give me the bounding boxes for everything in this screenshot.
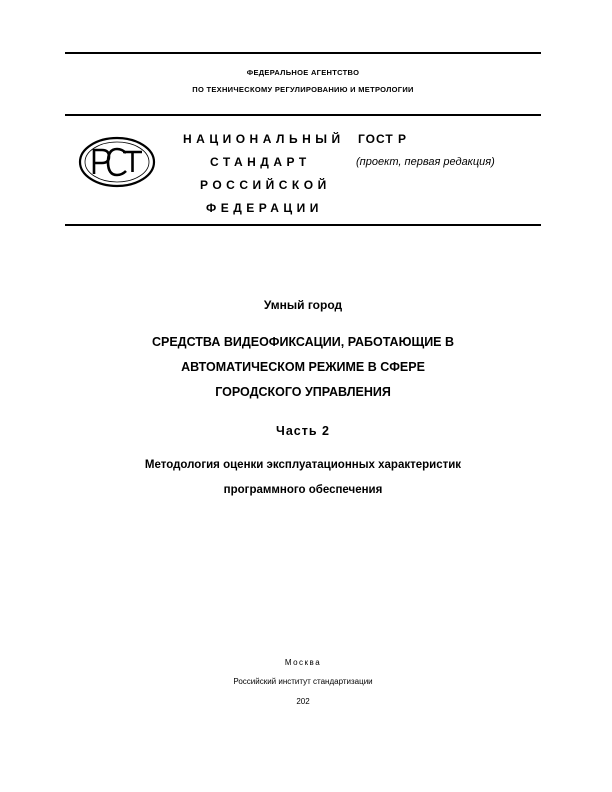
document-title-line-1: СРЕДСТВА ВИДЕОФИКСАЦИИ, РАБОТАЮЩИЕ В	[151, 335, 455, 349]
document-title-line-3: ГОРОДСКОГО УПРАВЛЕНИЯ	[215, 385, 391, 399]
standard-word-russian: РОССИЙСКОЙ	[200, 178, 331, 192]
imprint-publisher: Российский институт стандартизации	[233, 677, 373, 686]
document-part: Часть 2	[276, 424, 330, 438]
edition-note: (проект, первая редакция)	[356, 156, 495, 168]
bottom-divider	[65, 224, 541, 226]
agency-line-2: ПО ТЕХНИЧЕСКОМУ РЕГУЛИРОВАНИЮ И МЕТРОЛОГИИ	[192, 85, 414, 94]
document-series: Умный город	[263, 298, 343, 312]
imprint-city: Москва	[284, 658, 322, 667]
rst-logo-icon	[78, 136, 156, 188]
imprint-year: 202	[296, 697, 310, 706]
standard-word-standard: СТАНДАРТ	[210, 155, 311, 169]
document-subtitle-line-1: Методология оценки эксплуатационных характеристик	[144, 459, 462, 471]
top-divider	[65, 52, 541, 54]
document-subtitle-line-2: программного обеспечения	[223, 484, 383, 496]
standard-code: ГОСТ Р	[358, 132, 408, 146]
agency-line-1: ФЕДЕРАЛЬНОЕ АГЕНТСТВО	[246, 68, 360, 77]
standard-word-federation: ФЕДЕРАЦИИ	[206, 201, 323, 215]
document-title-line-2: АВТОМАТИЧЕСКОМ РЕЖИМЕ В СФЕРЕ	[181, 360, 425, 374]
middle-divider	[65, 114, 541, 116]
standard-word-national: НАЦИОНАЛЬНЫЙ	[183, 132, 345, 146]
